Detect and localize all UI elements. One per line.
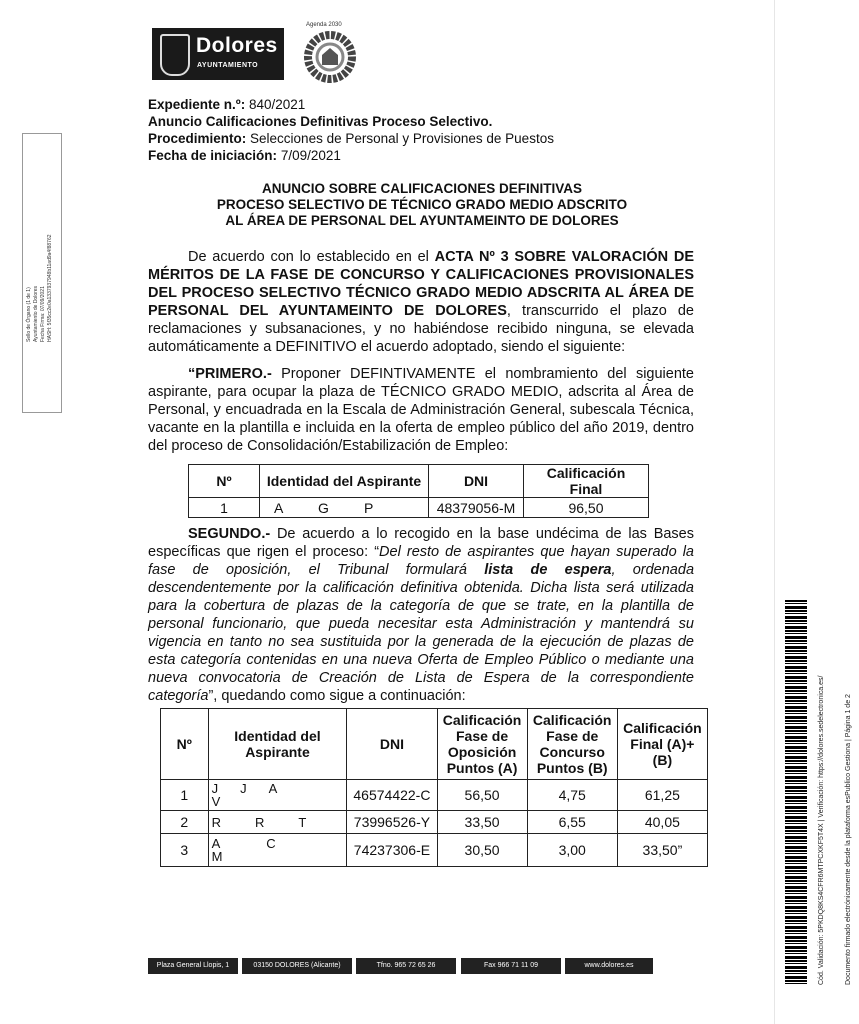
final-candidate-table — [188, 464, 649, 518]
cell-dni: 73996526-Y — [347, 811, 437, 834]
quoted-base-text-2: , ordenada descendentemente por la calificación definitiva obtenida. Dicha lista será utilizada para la cobertura de plazas de la categoría de que se trate, en la plantilla de personal funcionario, que pueda necesitar esta Administración y mantendrá su vigencia en tanto no sea sustituida por la generada de la ejecución de plazas de esta categoría contenidas en una nueva Oferta de Empleo Público o mediante una nueva convocatoria de Creación de Lista de Espera de la correspondiente categoría — [148, 562, 695, 704]
cell-n: 1 — [189, 498, 260, 518]
agenda-caption: Agenda 2030 — [306, 22, 342, 28]
initial: G — [318, 499, 329, 516]
col-n: Nº — [189, 465, 260, 498]
intro-text-c: , transcurrido el plazo de reclamaciones y subsanaciones, y no habiéndose recibido ninguna, se elevada automáticamente a DEFINITIVO el acuerdo adoptado, siendo el siguiente: — [148, 303, 694, 355]
procedimiento-label: Procedimiento: — [148, 131, 247, 146]
col-final: Calificación Final — [524, 465, 649, 498]
initial: M — [211, 849, 223, 864]
expediente-label: Expediente n.º: — [148, 97, 246, 112]
initial: A — [211, 836, 221, 851]
anuncio-line: Anuncio Calificaciones Definitivas Proceso Selectivo. — [148, 114, 493, 129]
table-row — [161, 780, 708, 811]
cell-concurso: 3,00 — [527, 834, 617, 867]
coat-of-arms-icon — [160, 34, 190, 76]
cell-oposicion: 33,50 — [437, 811, 527, 834]
segundo-text: De acuerdo a lo recogido en la base undécima de las Bases específicas que rigen el proceso: “ — [148, 526, 694, 560]
initial: R — [254, 814, 265, 830]
lista-espera: lista de espera — [484, 562, 612, 578]
footer-address: Plaza General Llopis, 1 — [148, 958, 238, 974]
title-line-3: AL ÁREA DE PERSONAL DEL AYUNTAMEINTO DE DOLORES — [225, 213, 619, 228]
initial: T — [298, 814, 307, 830]
cell-n: 2 — [161, 811, 209, 834]
page-edge-line — [774, 0, 775, 1024]
initial: P — [364, 499, 374, 516]
primero-paragraph — [148, 365, 694, 455]
footer-city: 03150 DOLORES (Alicante) — [242, 958, 352, 974]
table-row — [189, 498, 649, 518]
fecha-value: 7/09/2021 — [280, 148, 341, 163]
table-row — [161, 834, 708, 867]
cell-concurso: 6,55 — [527, 811, 617, 834]
cell-identity — [208, 780, 347, 811]
logo-subtitle: AYUNTAMIENTO — [197, 62, 259, 69]
cell-oposicion: 56,50 — [437, 780, 527, 811]
col-dni: DNI — [429, 465, 524, 498]
cell-dni: 74237306-E — [347, 834, 437, 867]
cell-dni: 48379056-M — [429, 498, 524, 518]
table-row — [161, 811, 708, 834]
title-line-2: PROCESO SELECTIVO DE TÉCNICO GRADO MEDIO ADSCRITO — [216, 197, 628, 212]
segundo-label: SEGUNDO.- — [188, 526, 271, 542]
footer-web: www.dolores.es — [565, 958, 653, 974]
initial: V — [211, 794, 221, 809]
col-oposicion: Calificación Fase de Oposición Puntos (A) — [437, 709, 527, 780]
cell-identity — [208, 811, 347, 834]
footer-phone: Tfno. 965 72 65 26 — [356, 958, 456, 974]
col-final: Calificación Final (A)+(B) — [617, 709, 707, 780]
primero-label: “PRIMERO.- — [188, 366, 272, 382]
intro-text-a: De acuerdo con lo establecido en el — [188, 249, 435, 265]
stamp-line: Sello de Órgano (1 de 1) — [26, 287, 32, 342]
file-metadata — [148, 96, 554, 164]
stamp-line: Ayuntamiento de Dolores — [33, 285, 39, 342]
segundo-paragraph — [148, 525, 694, 705]
initial: J — [211, 781, 219, 796]
cell-final: 61,25 — [617, 780, 707, 811]
document-title — [148, 181, 696, 229]
intro-paragraph — [148, 248, 694, 356]
primero-text: Proponer DEFINTIVAMENTE el nombramiento del siguiente aspirante, para ocupar la plaza de TÉCNICO GRADO MEDIO, adscrita al Área de Personal, y encuadrada en la Escala de Administración General, subescala Técnica, vacante en la plantilla e incluida en la oferta de empleo público del año 2019, dentro del proceso de Consolidación/Estabilización de Empleo: — [148, 366, 694, 454]
agenda-2030-logo — [300, 24, 360, 84]
segundo-closing: ”, quedando como sigue a continuación: — [208, 688, 466, 704]
col-n: Nº — [161, 709, 209, 780]
cell-oposicion: 30,50 — [437, 834, 527, 867]
footer-bar — [148, 958, 653, 974]
initial: R — [211, 814, 221, 830]
table-header-row — [189, 465, 649, 498]
stamp-text — [26, 235, 54, 343]
cell-dni: 46574422-C — [347, 780, 437, 811]
cell-final: 40,05 — [617, 811, 707, 834]
barcode-icon — [785, 600, 807, 986]
verification-code: Cód. Validación: 5PKDQ8KS4CFR6MTPCXKF5T4X | Verificación: https://dolores.sedelectronica.es/ — [818, 675, 825, 985]
col-identity: Identidad del Aspirante — [208, 709, 347, 780]
expediente-value: 840/2021 — [248, 97, 306, 112]
quoted-base-text: Del resto de aspirantes que hayan superado la fase de oposición, el Tribunal formulará — [148, 544, 694, 578]
sdg-wheel-icon — [300, 24, 360, 84]
fecha-label: Fecha de iniciación: — [148, 148, 278, 163]
table-header-row — [161, 709, 708, 780]
col-dni: DNI — [347, 709, 437, 780]
cell-n: 1 — [161, 780, 209, 811]
title-line-1: ANUNCIO SOBRE CALIFICACIONES DEFINITIVAS — [261, 181, 582, 196]
logo-name: Dolores — [196, 34, 278, 57]
intro-acta-reference: ACTA Nº 3 SOBRE VALORACIÓN DE MÉRITOS DE LA FASE DE CONCURSO Y CALIFICACIONES PROVISIONALES DEL PROCESO SELECTIVO TÉCNICO GRADO MEDIO ADSCRITA AL ÁREA DE PERSONAL DEL AYUNTAMEINTO DE DOLORES — [148, 249, 694, 319]
cell-n: 3 — [161, 834, 209, 867]
dolores-logo — [152, 28, 284, 80]
footer-fax: Fax 966 71 11 09 — [461, 958, 561, 974]
waiting-list-table — [160, 708, 708, 867]
cell-concurso: 4,75 — [527, 780, 617, 811]
cell-final: 33,50” — [617, 834, 707, 867]
col-concurso: Calificación Fase de Concurso Puntos (B) — [527, 709, 617, 780]
initial: A — [274, 499, 284, 516]
cell-final: 96,50 — [524, 498, 649, 518]
stamp-line: HASH: 5f35cc2e0a1337937948b11ad9a4f88762 — [47, 234, 53, 342]
verification-platform: Documento firmado electrónicamente desde la plataforma esPublico Gestiona | Página 1 de 2 — [845, 694, 852, 985]
procedimiento-value: Selecciones de Personal y Provisiones de Puestos — [250, 131, 554, 146]
stamp-line: Fecha Firma: 07/09/2021 — [40, 286, 46, 342]
initial: C — [266, 836, 276, 851]
cell-identity — [260, 498, 429, 518]
initial: A — [268, 781, 278, 796]
cell-identity — [208, 834, 347, 867]
initial: J — [240, 781, 247, 796]
col-identity: Identidad del Aspirante — [260, 465, 429, 498]
